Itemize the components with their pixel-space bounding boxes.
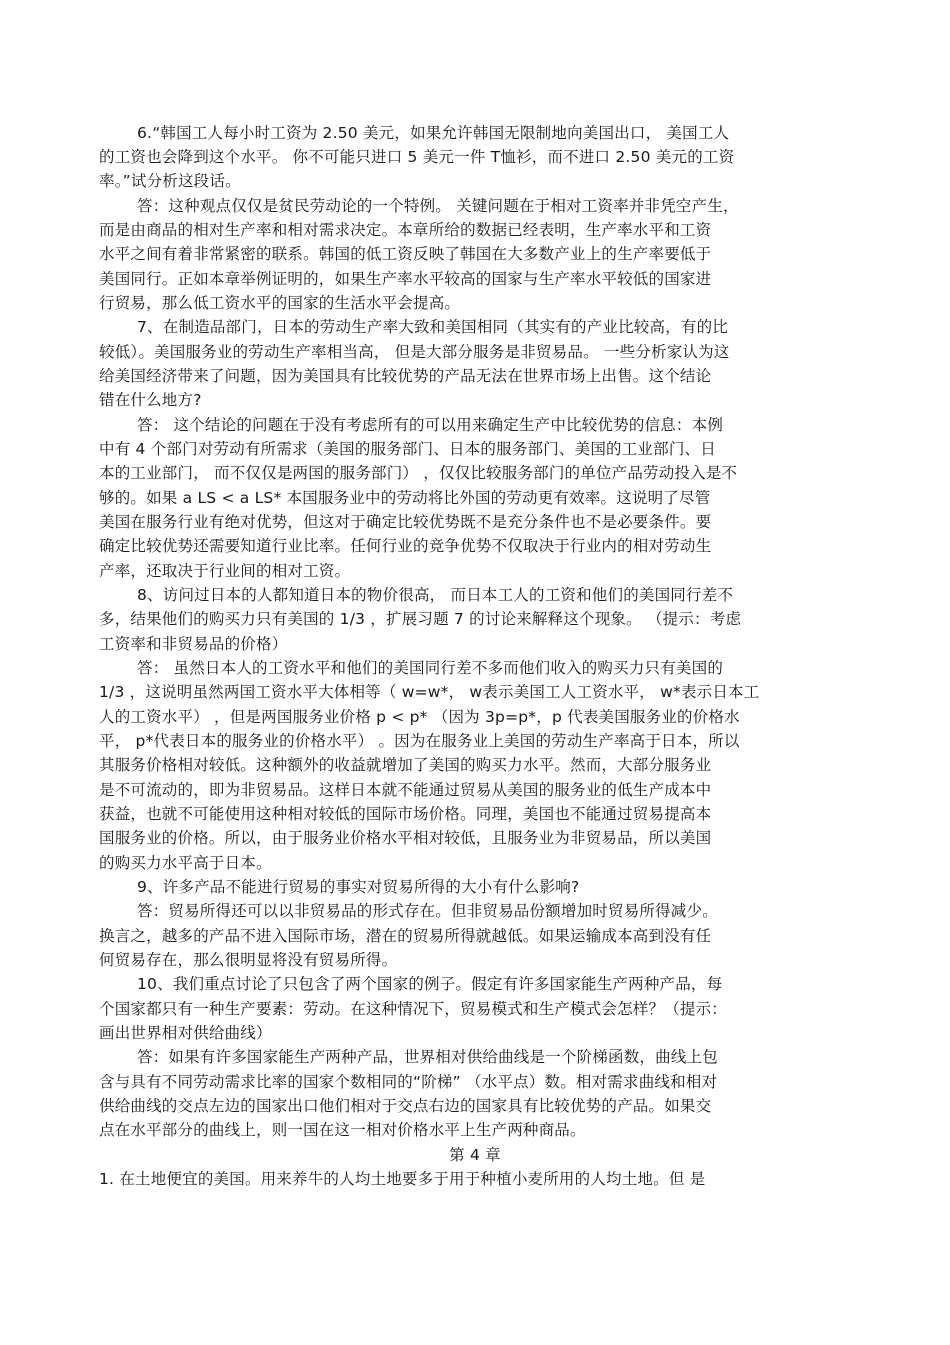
text-line: 较低）。美国服务业的劳动生产率相当高， 但是大部分服务是非贸易品。 一些分析家认为这 — [99, 343, 730, 361]
text-line: 换言之，越多的产品不进入国际市场，潜在的贸易所得就越低。如果运输成本高到没有任 — [99, 927, 712, 945]
text-line: 答：如果有许多国家能生产两种产品，世界相对供给曲线是一个阶梯函数，曲线上包 — [137, 1048, 718, 1066]
text-line: 含与具有不同劳动需求比率的国家个数相同的“阶梯” （水平点）数。相对需求曲线和相对 — [99, 1073, 718, 1091]
text-line: 率。”试分析这段话。 — [99, 172, 241, 190]
text-line: 多，结果他们的购买力只有美国的 1/3 ，扩展习题 7 的讨论来解释这个现象。 （提示：考虑 — [99, 610, 742, 628]
text-line: 1/3 ，这说明虽然两国工资水平大体相等（ w=w*， w表示美国工人工资水平， w*表示日本工 — [99, 683, 760, 701]
text-line: 中有 4 个部门对劳动有所需求（美国的服务部门、日本的服务部门、美国的工业部门、日 — [99, 440, 716, 458]
text-line: 8、访问过日本的人都知道日本的物价很高， 而日本工人的工资和他们的美国同行差不 — [137, 586, 734, 604]
text-line: 美国同行。正如本章举例证明的，如果生产率水平较高的国家与生产率水平较低的国家进 — [99, 270, 712, 288]
text-line: 的购买力水平高于日本。 — [99, 854, 272, 872]
text-line: 产率，还取决于行业间的相对工资。 — [99, 562, 351, 580]
text-line: 美国在服务行业有绝对优势，但这对于确定比较优势既不是充分条件也不是必要条件。要 — [99, 513, 712, 531]
text-line: 而是由商品的相对生产率和相对需求决定。本章所给的数据已经表明，生产率水平和工资 — [99, 221, 712, 239]
text-line: 是不可流动的，即为非贸易品。这样日本就不能通过贸易从美国的服务业的低生产成本中 — [99, 781, 712, 799]
text-line: 答： 虽然日本人的工资水平和他们的美国同行差不多而他们收入的购买力只有美国的 — [137, 659, 724, 677]
text-line: 人的工资水平） ，但是两国服务业价格 p < p* （因为 3p=p*，p 代表美国服务业的价格水 — [99, 708, 740, 726]
text-line: 平， p*代表日本的服务业的价格水平） 。因为在服务业上美国的劳动生产率高于日本，所以 — [99, 732, 740, 750]
text-line: 6.“韩国工人每小时工资为 2.50 美元，如果允许韩国无限制地向美国出口， 美国工人 — [137, 124, 730, 142]
text-line: 给美国经济带来了问题，因为美国具有比较优势的产品无法在世界市场上出售。这个结论 — [99, 367, 712, 385]
text-line: 答：贸易所得还可以以非贸易品的形式存在。但非贸易品份额增加时贸易所得减少。 — [137, 902, 718, 920]
text-line: 工资率和非贸易品的价格） — [99, 635, 288, 653]
text-line: 何贸易存在，那么很明显将没有贸易所得。 — [99, 951, 398, 969]
text-line: 7、在制造品部门，日本的劳动生产率大致和美国相同（其实有的产业比较高，有的比 — [137, 318, 728, 336]
text-line: 个国家都只有一种生产要素：劳动。在这种情况下，贸易模式和生产模式会怎样？（提示： — [99, 1000, 728, 1018]
text-line: 10、我们重点讨论了只包含了两个国家的例子。假定有许多国家能生产两种产品，每 — [137, 975, 723, 993]
text-line: 国服务业的价格。所以，由于服务业价格水平相对较低，且服务业为非贸易品，所以美国 — [99, 829, 712, 847]
text-line: 确定比较优势还需要知道行业比率。任何行业的竞争优势不仅取决于行业内的相对劳动生 — [99, 537, 712, 555]
text-line: 错在什么地方? — [99, 391, 202, 409]
text-line: 供给曲线的交点左边的国家出口他们相对于交点右边的国家具有比较优势的产品。如果交 — [99, 1097, 712, 1115]
text-line: 1. 在土地便宜的美国。用来养牛的人均土地要多于用于种植小麦所用的人均土地。但 是 — [99, 1170, 706, 1188]
text-line: 画出世界相对供给曲线） — [99, 1024, 272, 1042]
text-line: 水平之间有着非常紧密的联系。韩国的低工资反映了韩国在大多数产业上的生产率要低于 — [99, 245, 712, 263]
chapter-heading: 第 4 章 — [449, 1146, 501, 1164]
text-line: 获益，也就不可能使用这种相对较低的国际市场价格。同理，美国也不能通过贸易提高本 — [99, 805, 712, 823]
text-line: 点在水平部分的曲线上，则一国在这一相对价格水平上生产两种商品。 — [99, 1121, 586, 1139]
text-line: 答：这种观点仅仅是贫民劳动论的一个特例。 关键问题在于相对工资率并非凭空产生， — [137, 197, 739, 215]
text-line: 其服务价格相对较低。这种额外的收益就增加了美国的购买力水平。然而，大部分服务业 — [99, 756, 712, 774]
text-line: 行贸易，那么低工资水平的国家的生活水平会提高。 — [99, 294, 461, 312]
text-line: 答： 这个结论的问题在于没有考虑所有的可以用来确定生产中比较优势的信息：本例 — [137, 416, 724, 434]
text-line: 本的工业部门， 而不仅仅是两国的服务部门） ，仅仅比较服务部门的单位产品劳动投入是不 — [99, 464, 738, 482]
text-line: 的工资也会降到这个水平。 你不可能只进口 5 美元一件 T恤衫，而不进口 2.50 美元的工资 — [99, 148, 735, 166]
text-line: 够的。如果 a LS < a LS* 本国服务业中的劳动将比外国的劳动更有效率。这说明了尽管 — [99, 489, 711, 507]
text-line: 9、许多产品不能进行贸易的事实对贸易所得的大小有什么影响? — [137, 878, 580, 896]
